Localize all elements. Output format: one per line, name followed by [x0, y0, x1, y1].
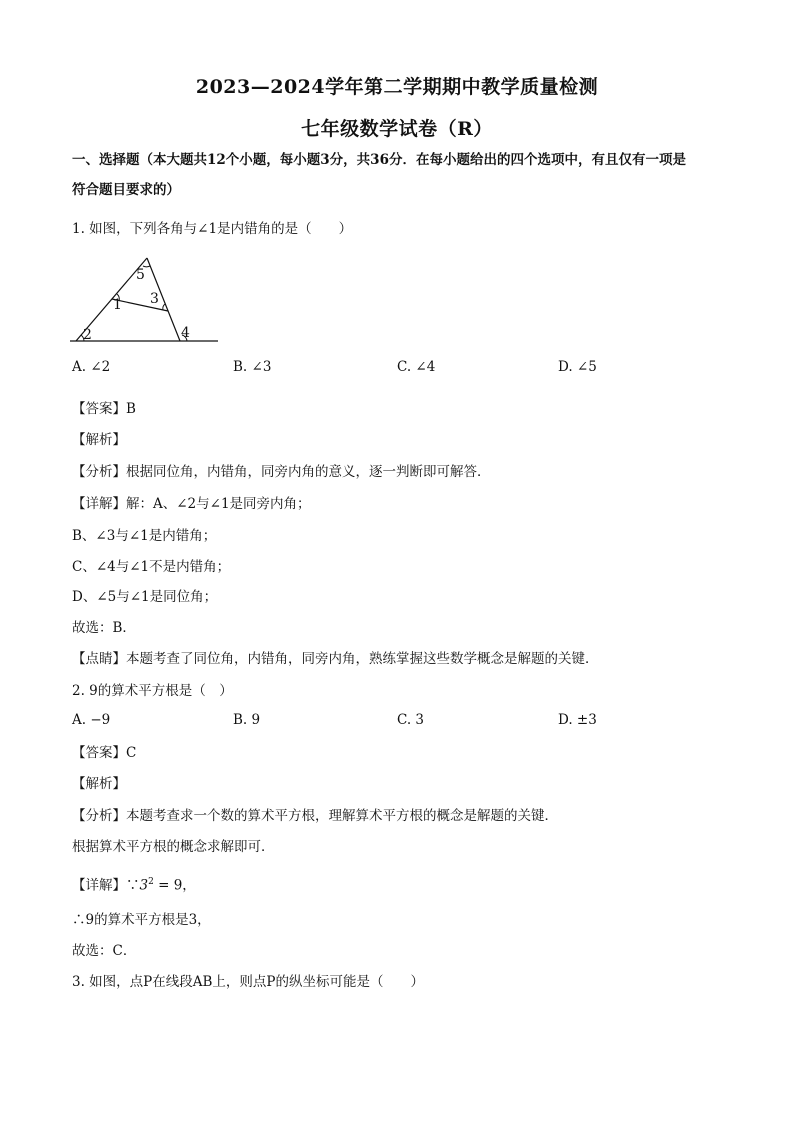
angle3-arc [163, 304, 165, 310]
label-angle-5: 5 [136, 267, 145, 283]
label-angle-1: 1 [113, 297, 122, 313]
q2-detail-exponent: 2 [148, 877, 154, 887]
label-angle-2: 2 [83, 327, 92, 343]
q1-comment: 【点睛】本题考查了同位角，内错角，同旁内角，熟练掌握这些数学概念是解题的关键． [72, 651, 599, 667]
q2-detail-rest: = 9， [153, 877, 196, 894]
q1-option-c: C. ∠4 [397, 359, 436, 375]
q3-stem: 3. 如图，点P在线段AB上，则点P的纵坐标可能是（ ） [72, 974, 425, 990]
label-angle-4: 4 [181, 325, 190, 341]
section-heading-line2: 符合题目要求的） [72, 182, 180, 198]
q1-answer: 【答案】B [72, 401, 136, 417]
q2-analysis: 【分析】本题考查求一个数的算术平方根，理解算术平方根的概念是解题的关键． [72, 808, 558, 824]
q2-analysis-head: 【解析】 [72, 776, 126, 792]
q1-stem: 1. 如图，下列各角与∠1是内错角的是（ ） [72, 221, 353, 237]
section-heading-line1: 一、选择题（本大题共12个小题，每小题3分，共36分．在每小题给出的四个选项中，有且仅有一项是 [72, 152, 686, 168]
q1-detail-3: C、∠4与∠1不是内错角； [72, 559, 231, 575]
q1-option-b: B. ∠3 [233, 359, 272, 375]
q1-detail-2: B、∠3与∠1是内错角； [72, 528, 217, 544]
q1-choice: 故选：B． [72, 620, 136, 636]
q2-detail-prefix: 【详解】∵ [72, 877, 140, 894]
q2-option-b: B. 9 [233, 712, 261, 728]
q2-option-a: A. −9 [72, 712, 111, 728]
page-subtitle: 七年级数学试卷（R） [301, 118, 493, 140]
q1-option-a: A. ∠2 [72, 359, 111, 375]
q1-analysis: 【分析】根据同位角，内错角，同旁内角的意义，逐一判断即可解答． [72, 464, 491, 480]
q1-analysis-head: 【解析】 [72, 432, 126, 448]
q1-option-d: D. ∠5 [558, 359, 597, 375]
label-angle-3: 3 [150, 291, 159, 307]
q2-detail-base: 3 [139, 877, 149, 894]
page-title: 2023—2024学年第二学期期中教学质量检测 [195, 76, 599, 98]
q2-conclusion: ∴9的算术平方根是3， [72, 912, 211, 928]
q2-answer: 【答案】C [72, 745, 137, 761]
q2-analysis-2: 根据算术平方根的概念求解即可． [72, 839, 275, 855]
q2-detail [72, 872, 196, 896]
q2-option-d: D. ±3 [558, 712, 597, 728]
q2-choice: 故选：C． [72, 943, 137, 959]
q1-triangle-figure [70, 253, 230, 353]
q2-stem: 2. 9的算术平方根是（ ） [72, 683, 233, 699]
q1-detail-1: 【详解】解：A、∠2与∠1是同旁内角； [72, 496, 311, 512]
q1-detail-4: D、∠5与∠1是同位角； [72, 589, 218, 605]
q2-option-c: C. 3 [397, 712, 425, 728]
